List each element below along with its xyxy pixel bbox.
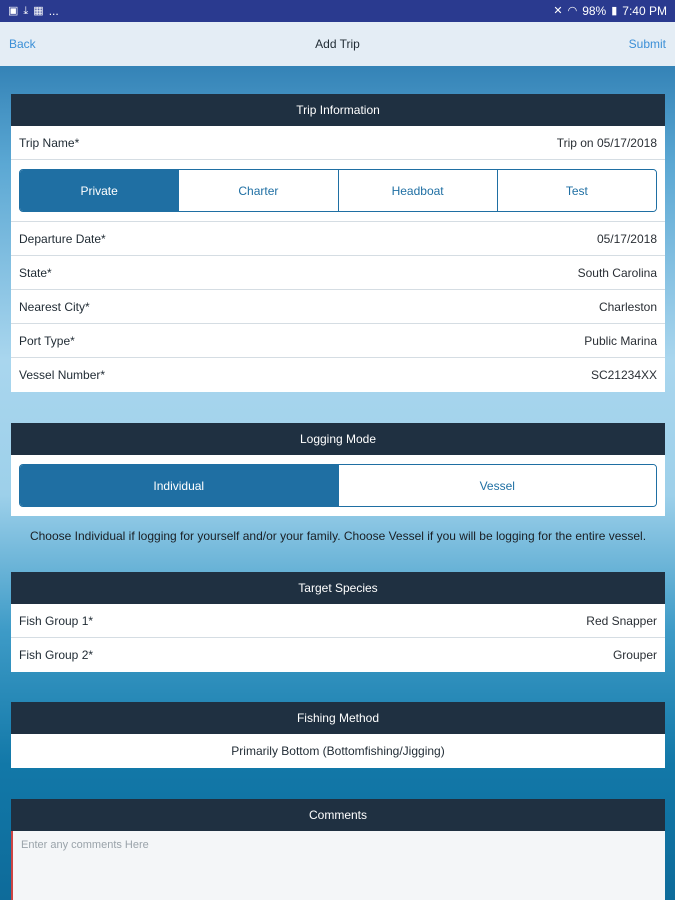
target-species-panel	[11, 572, 665, 672]
departure-date-value[interactable]: 05/17/2018	[596, 231, 657, 246]
status-left	[8, 4, 59, 18]
fish-group-2-label: Fish Group 2*	[19, 648, 94, 662]
port-type-value[interactable]: Public Marina	[584, 333, 657, 348]
nearest-city-value[interactable]: Charleston	[598, 299, 657, 314]
trip-name-value[interactable]: Trip on 05/17/2018	[556, 135, 657, 150]
port-type-label: Port Type*	[19, 333, 75, 348]
logging-mode-selector	[19, 464, 657, 507]
trip-type-wrapper	[11, 160, 665, 222]
logging-mode-panel	[11, 423, 665, 516]
nearest-city-label: Nearest City*	[19, 299, 90, 314]
departure-date-row[interactable]	[11, 222, 665, 256]
vessel-number-label: Vessel Number*	[19, 368, 106, 382]
state-row[interactable]	[11, 256, 665, 290]
state-value[interactable]: South Carolina	[577, 265, 657, 280]
gallery-icon: ▣	[8, 4, 19, 17]
trip-information-panel	[11, 94, 665, 392]
calendar-icon: ▦	[33, 4, 44, 17]
trip-information-header: Trip Information	[11, 94, 665, 126]
fish-group-2-row[interactable]	[11, 638, 665, 672]
trip-type-test[interactable]: Test	[498, 170, 656, 211]
trip-type-selector	[19, 169, 657, 212]
logging-mode-header: Logging Mode	[11, 423, 665, 455]
fishing-method-header: Fishing Method	[11, 702, 665, 734]
target-species-header: Target Species	[11, 572, 665, 604]
comments-panel	[11, 799, 665, 900]
departure-date-label: Departure Date*	[19, 231, 106, 246]
fish-group-1-label: Fish Group 1*	[19, 613, 94, 628]
battery-level: 98%	[582, 4, 607, 18]
logging-mode-individual[interactable]: Individual	[20, 465, 339, 506]
trip-name-row[interactable]	[11, 126, 665, 160]
submit-button[interactable]: Submit	[628, 37, 666, 51]
fishing-method-panel	[11, 702, 665, 768]
vessel-number-row[interactable]	[11, 358, 665, 392]
trip-type-headboat[interactable]: Headboat	[339, 170, 498, 211]
logging-mode-wrapper	[11, 455, 665, 516]
more-notifications: ...	[48, 4, 59, 18]
fish-group-2-value[interactable]: Grouper	[612, 648, 657, 662]
wifi-icon: ◠	[567, 4, 578, 17]
page-title: Add Trip	[315, 37, 360, 51]
vessel-number-value[interactable]: SC21234XX	[590, 368, 657, 382]
status-bar	[0, 0, 675, 22]
comments-header: Comments	[11, 799, 665, 831]
logging-mode-note: Choose Individual if logging for yourself and/or your family. Choose Vessel if you will be logging for the entire vessel.	[29, 529, 647, 543]
fishing-method-value[interactable]: Primarily Bottom (Bottomfishing/Jigging)	[231, 744, 445, 758]
clock: 7:40 PM	[622, 4, 667, 18]
comments-input[interactable]	[11, 831, 665, 900]
trip-name-label: Trip Name*	[19, 135, 80, 150]
logging-mode-vessel[interactable]: Vessel	[339, 465, 657, 506]
download-icon: ⤓	[23, 4, 29, 17]
mute-icon: ✕	[553, 4, 563, 17]
fish-group-1-value[interactable]: Red Snapper	[586, 613, 657, 628]
state-label: State*	[19, 265, 52, 280]
status-right	[553, 4, 667, 18]
fish-group-1-row[interactable]	[11, 604, 665, 638]
nav-bar	[0, 22, 675, 66]
trip-type-private[interactable]: Private	[20, 170, 179, 211]
port-type-row[interactable]	[11, 324, 665, 358]
back-button[interactable]: Back	[9, 37, 36, 51]
battery-icon: ▮	[611, 4, 618, 17]
trip-type-charter[interactable]: Charter	[179, 170, 338, 211]
nearest-city-row[interactable]	[11, 290, 665, 324]
